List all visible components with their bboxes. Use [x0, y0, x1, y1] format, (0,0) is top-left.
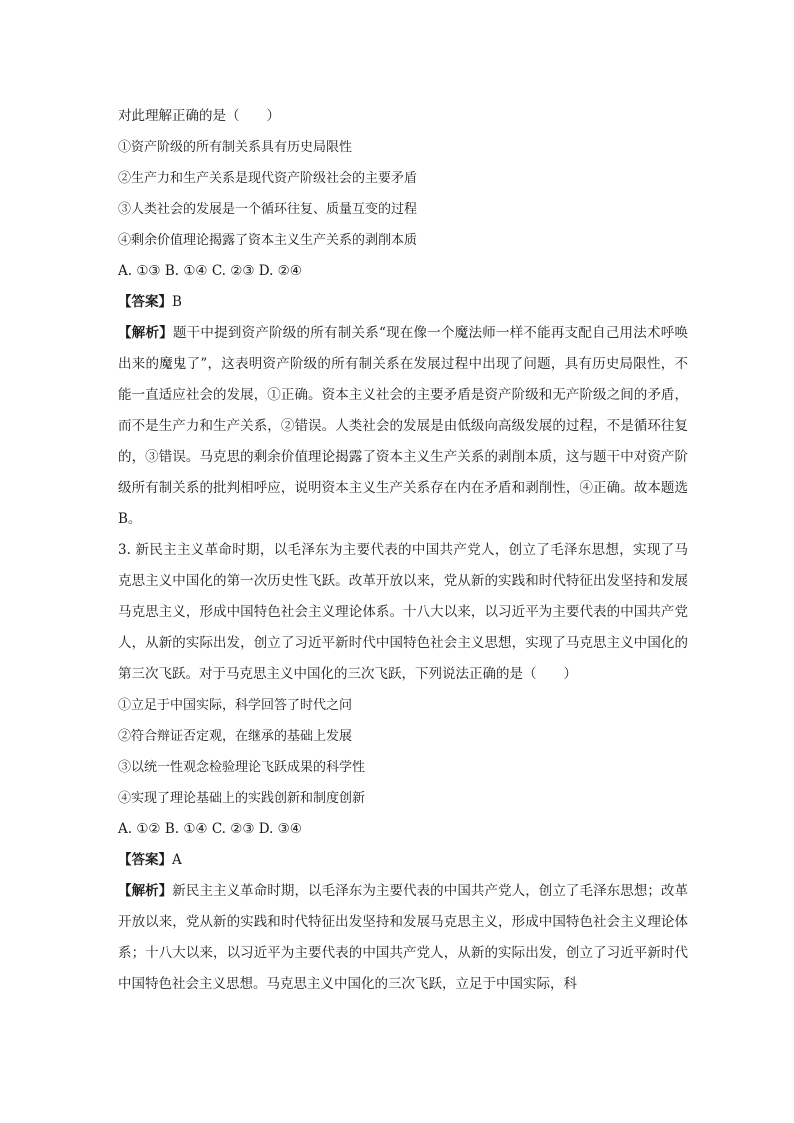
- q3-option-2: ②符合辩证否定观，在继承的基础上发展: [118, 729, 353, 744]
- q2-answer: [118, 287, 688, 318]
- q3-option-1: ①立足于中国实际，科学回答了时代之问: [118, 698, 353, 713]
- q3-answer-value: A: [172, 852, 182, 868]
- q2-option-2: ②生产力和生产关系是现代资产阶级社会的主要矛盾: [118, 171, 418, 186]
- q3-answer: [118, 845, 688, 876]
- q2-analysis: [118, 318, 688, 535]
- page-content: [118, 101, 688, 1000]
- q3-analysis-text: 新民主主义革命时期，以毛泽东为主要代表的中国共产党人，创立了毛泽东思想；改革开放以来，党从新的实践和时代特征出发坚持和发展马克思主义，形成中国特色社会主义理论体系；十八大以来，以习近平为主要代表的中国共产党人，从新的实际出发，创立了习近平新时代中国特色社会主义思想。马克思主义中国化的三次飞跃，立足于中国实际，科: [118, 883, 689, 992]
- q3-option-3: ③以统一性观念检验理论飞跃成果的科学性: [118, 760, 366, 775]
- q2-option-4: ④剩余价值理论揭露了资本主义生产关系的剥削本质: [118, 233, 418, 248]
- q3-choices: A. ①② B. ①④ C. ②③ D. ③④: [118, 821, 302, 837]
- q2-choices: A. ①③ B. ①④ C. ②③ D. ②④: [118, 263, 302, 279]
- q3-analysis-label: 【解析】: [118, 883, 173, 899]
- q2-option-1: ①资产阶级的所有制关系具有历史局限性: [118, 140, 353, 155]
- q3-analysis: [118, 876, 688, 1000]
- q2-prompt: 对此理解正确的是（ ）: [118, 108, 280, 124]
- q2-answer-label: 【答案】: [118, 294, 172, 310]
- q2-analysis-label: 【解析】: [118, 325, 173, 341]
- q2-analysis-text: 题干中提到资产阶级的所有制关系“现在像一个魔法师一样不能再支配自己用法术呼唤出来的魔鬼了”，这表明资产阶级的所有制关系在发展过程中出现了问题，具有历史局限性，不能一直适应社会的发展，①正确。资本主义社会的主要矛盾是资产阶级和无产阶级之间的矛盾，而不是生产力和生产关系，②错误。人类社会的发展是由低级向高级发展的过程，不是循环往复的，③错误。马克思的剩余价值理论揭露了资本主义生产关系的剥削本质，这与题干中对资产阶级所有制关系的批判相呼应，说明资本主义生产关系存在内在矛盾和剥削性，④正确。故本题选 B。: [118, 325, 688, 527]
- q3-stem: 3. 新民主主义革命时期，以毛泽东为主要代表的中国共产党人，创立了毛泽东思想，实现了马克思主义中国化的第一次历史性飞跃。改革开放以来，党从新的实践和时代特征出发坚持和发展马克思主义，形成中国特色社会主义理论体系。十八大以来，以习近平为主要代表的中国共产党人，从新的实际出发，创立了习近平新时代中国特色社会主义思想，实现了马克思主义中国化的第三次飞跃。对于马克思主义中国化的三次飞跃，下列说法正确的是（ ）: [118, 542, 688, 682]
- q2-answer-value: B: [172, 294, 182, 310]
- q2-option-3: ③人类社会的发展是一个循环往复、质量互变的过程: [118, 202, 418, 217]
- q3-answer-label: 【答案】: [118, 852, 172, 868]
- q3-option-4: ④实现了理论基础上的实践创新和制度创新: [118, 791, 366, 806]
